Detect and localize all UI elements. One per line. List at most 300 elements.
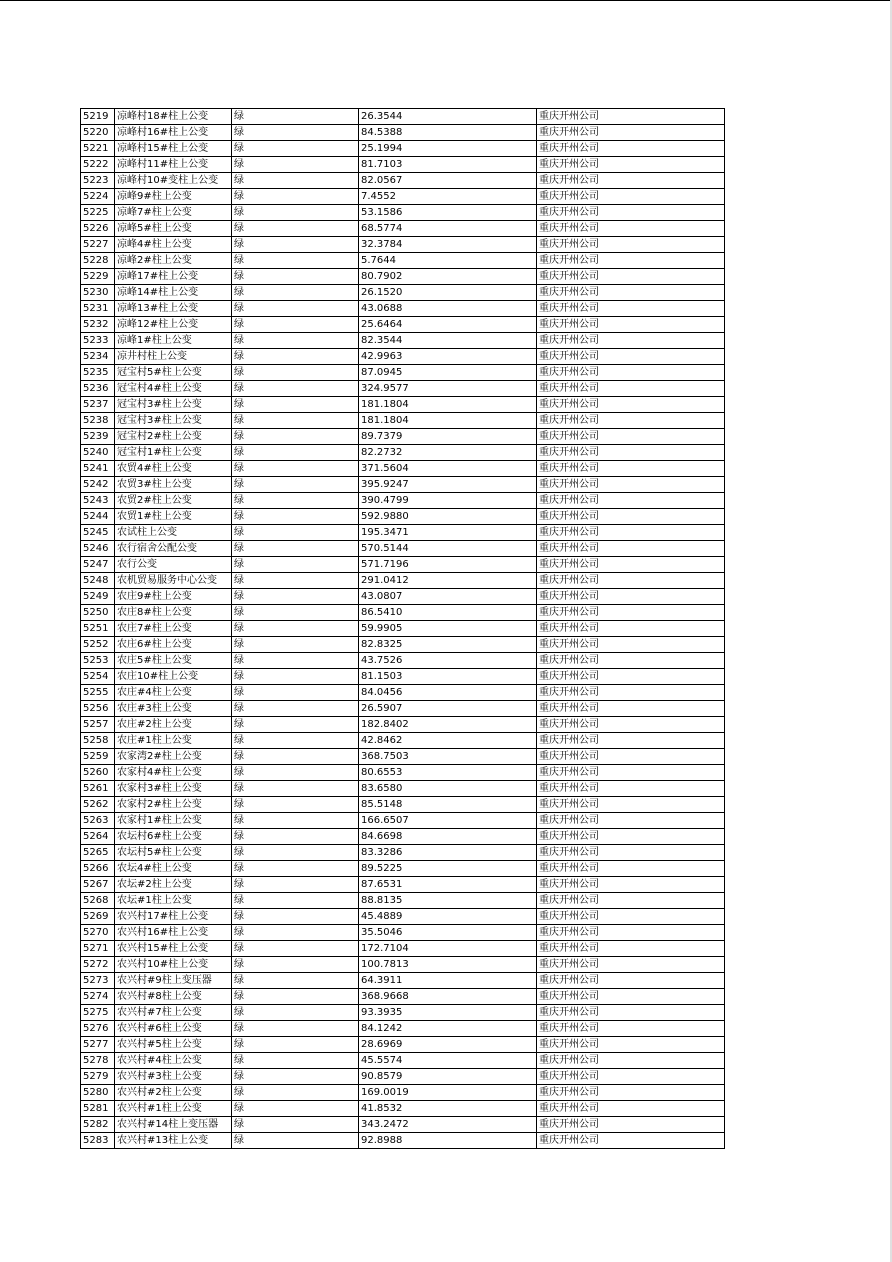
status-cell: 绿 — [232, 333, 359, 349]
status-cell: 绿 — [232, 397, 359, 413]
transformer-name-cell: 农兴村#8柱上公变 — [115, 989, 232, 1005]
transformer-name-cell: 凉峰12#柱上公变 — [115, 317, 232, 333]
table-row — [81, 493, 725, 509]
value-cell: 368.7503 — [359, 749, 537, 765]
status-cell: 绿 — [232, 941, 359, 957]
transformer-name-cell: 农庄7#柱上公变 — [115, 621, 232, 637]
table-row — [81, 349, 725, 365]
row-id-cell: 5261 — [81, 781, 115, 797]
transformer-name-cell: 农庄5#柱上公变 — [115, 653, 232, 669]
transformer-name-cell: 农坛#2柱上公变 — [115, 877, 232, 893]
row-id-cell: 5242 — [81, 477, 115, 493]
value-cell: 93.3935 — [359, 1005, 537, 1021]
status-cell: 绿 — [232, 461, 359, 477]
transformer-name-cell: 凉峰村11#柱上公变 — [115, 157, 232, 173]
value-cell: 368.9668 — [359, 989, 537, 1005]
table-row — [81, 429, 725, 445]
transformer-name-cell: 农兴村#6柱上公变 — [115, 1021, 232, 1037]
status-cell: 绿 — [232, 925, 359, 941]
row-id-cell: 5253 — [81, 653, 115, 669]
transformer-name-cell: 农家湾2#柱上公变 — [115, 749, 232, 765]
transformer-name-cell: 农贸3#柱上公变 — [115, 477, 232, 493]
table-row — [81, 797, 725, 813]
row-id-cell: 5276 — [81, 1021, 115, 1037]
value-cell: 86.5410 — [359, 605, 537, 621]
row-id-cell: 5274 — [81, 989, 115, 1005]
company-cell: 重庆开州公司 — [537, 893, 725, 909]
table-row — [81, 221, 725, 237]
value-cell: 92.8988 — [359, 1133, 537, 1149]
row-id-cell: 5282 — [81, 1117, 115, 1133]
company-cell: 重庆开州公司 — [537, 109, 725, 125]
value-cell: 81.7103 — [359, 157, 537, 173]
transformer-name-cell: 冠宝村3#柱上公变 — [115, 413, 232, 429]
status-cell: 绿 — [232, 1085, 359, 1101]
company-cell: 重庆开州公司 — [537, 221, 725, 237]
row-id-cell: 5277 — [81, 1037, 115, 1053]
value-cell: 42.8462 — [359, 733, 537, 749]
status-cell: 绿 — [232, 349, 359, 365]
status-cell: 绿 — [232, 669, 359, 685]
table-row — [81, 973, 725, 989]
table-row — [81, 717, 725, 733]
transformer-name-cell: 农庄#3柱上公变 — [115, 701, 232, 717]
value-cell: 390.4799 — [359, 493, 537, 509]
value-cell: 68.5774 — [359, 221, 537, 237]
value-cell: 166.6507 — [359, 813, 537, 829]
transformer-name-cell: 农庄6#柱上公变 — [115, 637, 232, 653]
transformer-name-cell: 农庄8#柱上公变 — [115, 605, 232, 621]
company-cell: 重庆开州公司 — [537, 605, 725, 621]
transformer-name-cell: 农兴村#5柱上公变 — [115, 1037, 232, 1053]
row-id-cell: 5272 — [81, 957, 115, 973]
value-cell: 7.4552 — [359, 189, 537, 205]
status-cell: 绿 — [232, 109, 359, 125]
company-cell: 重庆开州公司 — [537, 1069, 725, 1085]
value-cell: 84.6698 — [359, 829, 537, 845]
table-row — [81, 669, 725, 685]
company-cell: 重庆开州公司 — [537, 381, 725, 397]
table-row — [81, 1101, 725, 1117]
table-row — [81, 605, 725, 621]
status-cell: 绿 — [232, 589, 359, 605]
row-id-cell: 5269 — [81, 909, 115, 925]
company-cell: 重庆开州公司 — [537, 301, 725, 317]
transformer-name-cell: 凉峰5#柱上公变 — [115, 221, 232, 237]
row-id-cell: 5224 — [81, 189, 115, 205]
company-cell: 重庆开州公司 — [537, 237, 725, 253]
value-cell: 90.8579 — [359, 1069, 537, 1085]
row-id-cell: 5238 — [81, 413, 115, 429]
table-row — [81, 1021, 725, 1037]
table-row — [81, 925, 725, 941]
transformer-name-cell: 农坛#1柱上公变 — [115, 893, 232, 909]
company-cell: 重庆开州公司 — [537, 829, 725, 845]
status-cell: 绿 — [232, 797, 359, 813]
transformer-name-cell: 农行公变 — [115, 557, 232, 573]
transformer-name-cell: 农家村3#柱上公变 — [115, 781, 232, 797]
transformer-name-cell: 凉峰4#柱上公变 — [115, 237, 232, 253]
company-cell: 重庆开州公司 — [537, 509, 725, 525]
table-row — [81, 637, 725, 653]
company-cell: 重庆开州公司 — [537, 797, 725, 813]
table-row — [81, 301, 725, 317]
row-id-cell: 5239 — [81, 429, 115, 445]
transformer-name-cell: 农庄10#柱上公变 — [115, 669, 232, 685]
company-cell: 重庆开州公司 — [537, 477, 725, 493]
row-id-cell: 5273 — [81, 973, 115, 989]
row-id-cell: 5254 — [81, 669, 115, 685]
status-cell: 绿 — [232, 493, 359, 509]
value-cell: 87.6531 — [359, 877, 537, 893]
value-cell: 26.5907 — [359, 701, 537, 717]
status-cell: 绿 — [232, 141, 359, 157]
row-id-cell: 5258 — [81, 733, 115, 749]
row-id-cell: 5278 — [81, 1053, 115, 1069]
table-row — [81, 941, 725, 957]
company-cell: 重庆开州公司 — [537, 317, 725, 333]
value-cell: 43.0807 — [359, 589, 537, 605]
value-cell: 182.8402 — [359, 717, 537, 733]
row-id-cell: 5259 — [81, 749, 115, 765]
transformer-name-cell: 农坛村6#柱上公变 — [115, 829, 232, 845]
transformer-name-cell: 农庄#2柱上公变 — [115, 717, 232, 733]
status-cell: 绿 — [232, 621, 359, 637]
status-cell: 绿 — [232, 381, 359, 397]
transformer-table — [80, 108, 725, 1149]
company-cell: 重庆开州公司 — [537, 749, 725, 765]
value-cell: 87.0945 — [359, 365, 537, 381]
transformer-name-cell: 农兴村17#柱上公变 — [115, 909, 232, 925]
row-id-cell: 5220 — [81, 125, 115, 141]
value-cell: 43.7526 — [359, 653, 537, 669]
row-id-cell: 5263 — [81, 813, 115, 829]
transformer-name-cell: 农兴村#1柱上公变 — [115, 1101, 232, 1117]
value-cell: 570.5144 — [359, 541, 537, 557]
row-id-cell: 5230 — [81, 285, 115, 301]
company-cell: 重庆开州公司 — [537, 189, 725, 205]
transformer-name-cell: 农贸1#柱上公变 — [115, 509, 232, 525]
table-row — [81, 509, 725, 525]
status-cell: 绿 — [232, 685, 359, 701]
value-cell: 84.0456 — [359, 685, 537, 701]
transformer-name-cell: 凉峰2#柱上公变 — [115, 253, 232, 269]
table-row — [81, 413, 725, 429]
status-cell: 绿 — [232, 477, 359, 493]
company-cell: 重庆开州公司 — [537, 1005, 725, 1021]
value-cell: 181.1804 — [359, 397, 537, 413]
row-id-cell: 5221 — [81, 141, 115, 157]
company-cell: 重庆开州公司 — [537, 925, 725, 941]
transformer-name-cell: 凉峰14#柱上公变 — [115, 285, 232, 301]
row-id-cell: 5246 — [81, 541, 115, 557]
company-cell: 重庆开州公司 — [537, 493, 725, 509]
status-cell: 绿 — [232, 221, 359, 237]
value-cell: 395.9247 — [359, 477, 537, 493]
row-id-cell: 5219 — [81, 109, 115, 125]
row-id-cell: 5243 — [81, 493, 115, 509]
status-cell: 绿 — [232, 541, 359, 557]
transformer-name-cell: 农兴村#3柱上公变 — [115, 1069, 232, 1085]
table-row — [81, 1117, 725, 1133]
transformer-name-cell: 农兴村#9柱上变压器 — [115, 973, 232, 989]
row-id-cell: 5264 — [81, 829, 115, 845]
company-cell: 重庆开州公司 — [537, 701, 725, 717]
table-row — [81, 989, 725, 1005]
value-cell: 25.1994 — [359, 141, 537, 157]
transformer-name-cell: 凉峰村16#柱上公变 — [115, 125, 232, 141]
company-cell: 重庆开州公司 — [537, 1117, 725, 1133]
row-id-cell: 5251 — [81, 621, 115, 637]
status-cell: 绿 — [232, 525, 359, 541]
row-id-cell: 5255 — [81, 685, 115, 701]
status-cell: 绿 — [232, 749, 359, 765]
value-cell: 45.4889 — [359, 909, 537, 925]
company-cell: 重庆开州公司 — [537, 397, 725, 413]
value-cell: 28.6969 — [359, 1037, 537, 1053]
company-cell: 重庆开州公司 — [537, 285, 725, 301]
row-id-cell: 5280 — [81, 1085, 115, 1101]
table-row — [81, 1053, 725, 1069]
status-cell: 绿 — [232, 205, 359, 221]
status-cell: 绿 — [232, 573, 359, 589]
table-row — [81, 893, 725, 909]
status-cell: 绿 — [232, 1101, 359, 1117]
row-id-cell: 5275 — [81, 1005, 115, 1021]
transformer-name-cell: 农贸2#柱上公变 — [115, 493, 232, 509]
table-row — [81, 477, 725, 493]
transformer-name-cell: 农兴村16#柱上公变 — [115, 925, 232, 941]
value-cell: 371.5604 — [359, 461, 537, 477]
company-cell: 重庆开州公司 — [537, 269, 725, 285]
table-row — [81, 845, 725, 861]
table-row — [81, 589, 725, 605]
row-id-cell: 5271 — [81, 941, 115, 957]
value-cell: 53.1586 — [359, 205, 537, 221]
status-cell: 绿 — [232, 253, 359, 269]
row-id-cell: 5236 — [81, 381, 115, 397]
value-cell: 181.1804 — [359, 413, 537, 429]
row-id-cell: 5241 — [81, 461, 115, 477]
company-cell: 重庆开州公司 — [537, 173, 725, 189]
table-row — [81, 1037, 725, 1053]
transformer-name-cell: 农兴村#2柱上公变 — [115, 1085, 232, 1101]
status-cell: 绿 — [232, 317, 359, 333]
transformer-name-cell: 农兴村15#柱上公变 — [115, 941, 232, 957]
company-cell: 重庆开州公司 — [537, 957, 725, 973]
row-id-cell: 5268 — [81, 893, 115, 909]
transformer-name-cell: 冠宝村5#柱上公变 — [115, 365, 232, 381]
row-id-cell: 5235 — [81, 365, 115, 381]
table-row — [81, 877, 725, 893]
value-cell: 26.3544 — [359, 109, 537, 125]
company-cell: 重庆开州公司 — [537, 253, 725, 269]
value-cell: 80.6553 — [359, 765, 537, 781]
status-cell: 绿 — [232, 957, 359, 973]
company-cell: 重庆开州公司 — [537, 429, 725, 445]
row-id-cell: 5266 — [81, 861, 115, 877]
row-id-cell: 5260 — [81, 765, 115, 781]
transformer-name-cell: 凉峰13#柱上公变 — [115, 301, 232, 317]
value-cell: 82.0567 — [359, 173, 537, 189]
value-cell: 169.0019 — [359, 1085, 537, 1101]
transformer-name-cell: 冠宝村1#柱上公变 — [115, 445, 232, 461]
transformer-name-cell: 农兴村#13柱上公变 — [115, 1133, 232, 1149]
table-row — [81, 157, 725, 173]
table-body — [81, 109, 725, 1149]
status-cell: 绿 — [232, 269, 359, 285]
value-cell: 35.5046 — [359, 925, 537, 941]
transformer-name-cell: 凉峰村10#变柱上公变 — [115, 173, 232, 189]
table-row — [81, 525, 725, 541]
table-row — [81, 205, 725, 221]
table-row — [81, 733, 725, 749]
value-cell: 82.3544 — [359, 333, 537, 349]
table-row — [81, 109, 725, 125]
value-cell: 82.8325 — [359, 637, 537, 653]
status-cell: 绿 — [232, 445, 359, 461]
value-cell: 343.2472 — [359, 1117, 537, 1133]
status-cell: 绿 — [232, 1037, 359, 1053]
transformer-name-cell: 农庄#4柱上公变 — [115, 685, 232, 701]
table-row — [81, 653, 725, 669]
table-row — [81, 445, 725, 461]
value-cell: 195.3471 — [359, 525, 537, 541]
row-id-cell: 5222 — [81, 157, 115, 173]
table-row — [81, 253, 725, 269]
status-cell: 绿 — [232, 413, 359, 429]
status-cell: 绿 — [232, 909, 359, 925]
company-cell: 重庆开州公司 — [537, 1053, 725, 1069]
status-cell: 绿 — [232, 1005, 359, 1021]
row-id-cell: 5240 — [81, 445, 115, 461]
company-cell: 重庆开州公司 — [537, 1021, 725, 1037]
table-row — [81, 749, 725, 765]
table-row — [81, 269, 725, 285]
company-cell: 重庆开州公司 — [537, 365, 725, 381]
company-cell: 重庆开州公司 — [537, 909, 725, 925]
status-cell: 绿 — [232, 845, 359, 861]
company-cell: 重庆开州公司 — [537, 541, 725, 557]
transformer-name-cell: 凉峰1#柱上公变 — [115, 333, 232, 349]
status-cell: 绿 — [232, 1117, 359, 1133]
transformer-name-cell: 凉峰7#柱上公变 — [115, 205, 232, 221]
status-cell: 绿 — [232, 989, 359, 1005]
transformer-name-cell: 农坛村5#柱上公变 — [115, 845, 232, 861]
row-id-cell: 5233 — [81, 333, 115, 349]
value-cell: 83.6580 — [359, 781, 537, 797]
row-id-cell: 5234 — [81, 349, 115, 365]
table-row — [81, 621, 725, 637]
company-cell: 重庆开州公司 — [537, 157, 725, 173]
company-cell: 重庆开州公司 — [537, 125, 725, 141]
table-row — [81, 957, 725, 973]
table-row — [81, 237, 725, 253]
table-row — [81, 333, 725, 349]
transformer-name-cell: 冠宝村2#柱上公变 — [115, 429, 232, 445]
company-cell: 重庆开州公司 — [537, 589, 725, 605]
status-cell: 绿 — [232, 557, 359, 573]
value-cell: 89.5225 — [359, 861, 537, 877]
status-cell: 绿 — [232, 157, 359, 173]
row-id-cell: 5247 — [81, 557, 115, 573]
company-cell: 重庆开州公司 — [537, 557, 725, 573]
transformer-name-cell: 凉峰9#柱上公变 — [115, 189, 232, 205]
value-cell: 88.8135 — [359, 893, 537, 909]
company-cell: 重庆开州公司 — [537, 989, 725, 1005]
status-cell: 绿 — [232, 1021, 359, 1037]
top-border-line — [0, 0, 892, 1]
company-cell: 重庆开州公司 — [537, 333, 725, 349]
status-cell: 绿 — [232, 429, 359, 445]
table-row — [81, 173, 725, 189]
row-id-cell: 5223 — [81, 173, 115, 189]
row-id-cell: 5228 — [81, 253, 115, 269]
row-id-cell: 5252 — [81, 637, 115, 653]
table-row — [81, 1069, 725, 1085]
table-row — [81, 861, 725, 877]
company-cell: 重庆开州公司 — [537, 445, 725, 461]
status-cell: 绿 — [232, 1133, 359, 1149]
transformer-name-cell: 农家村1#柱上公变 — [115, 813, 232, 829]
table-row — [81, 765, 725, 781]
value-cell: 83.3286 — [359, 845, 537, 861]
table-row — [81, 317, 725, 333]
company-cell: 重庆开州公司 — [537, 413, 725, 429]
value-cell: 571.7196 — [359, 557, 537, 573]
company-cell: 重庆开州公司 — [537, 653, 725, 669]
row-id-cell: 5226 — [81, 221, 115, 237]
value-cell: 81.1503 — [359, 669, 537, 685]
status-cell: 绿 — [232, 653, 359, 669]
table-row — [81, 285, 725, 301]
value-cell: 324.9577 — [359, 381, 537, 397]
value-cell: 64.3911 — [359, 973, 537, 989]
row-id-cell: 5265 — [81, 845, 115, 861]
table-row — [81, 461, 725, 477]
transformer-name-cell: 农庄#1柱上公变 — [115, 733, 232, 749]
value-cell: 42.9963 — [359, 349, 537, 365]
company-cell: 重庆开州公司 — [537, 685, 725, 701]
transformer-name-cell: 农兴村#7柱上公变 — [115, 1005, 232, 1021]
company-cell: 重庆开州公司 — [537, 941, 725, 957]
transformer-name-cell: 农机贸易服务中心公变 — [115, 573, 232, 589]
value-cell: 45.5574 — [359, 1053, 537, 1069]
table-row — [81, 189, 725, 205]
table-row — [81, 125, 725, 141]
table-row — [81, 813, 725, 829]
company-cell: 重庆开州公司 — [537, 461, 725, 477]
company-cell: 重庆开州公司 — [537, 717, 725, 733]
company-cell: 重庆开州公司 — [537, 1133, 725, 1149]
row-id-cell: 5270 — [81, 925, 115, 941]
status-cell: 绿 — [232, 877, 359, 893]
status-cell: 绿 — [232, 1069, 359, 1085]
transformer-name-cell: 凉峰村15#柱上公变 — [115, 141, 232, 157]
row-id-cell: 5283 — [81, 1133, 115, 1149]
company-cell: 重庆开州公司 — [537, 1085, 725, 1101]
status-cell: 绿 — [232, 861, 359, 877]
table-row — [81, 685, 725, 701]
company-cell: 重庆开州公司 — [537, 573, 725, 589]
status-cell: 绿 — [232, 605, 359, 621]
value-cell: 100.7813 — [359, 957, 537, 973]
value-cell: 291.0412 — [359, 573, 537, 589]
table-row — [81, 557, 725, 573]
value-cell: 592.9880 — [359, 509, 537, 525]
row-id-cell: 5244 — [81, 509, 115, 525]
row-id-cell: 5250 — [81, 605, 115, 621]
